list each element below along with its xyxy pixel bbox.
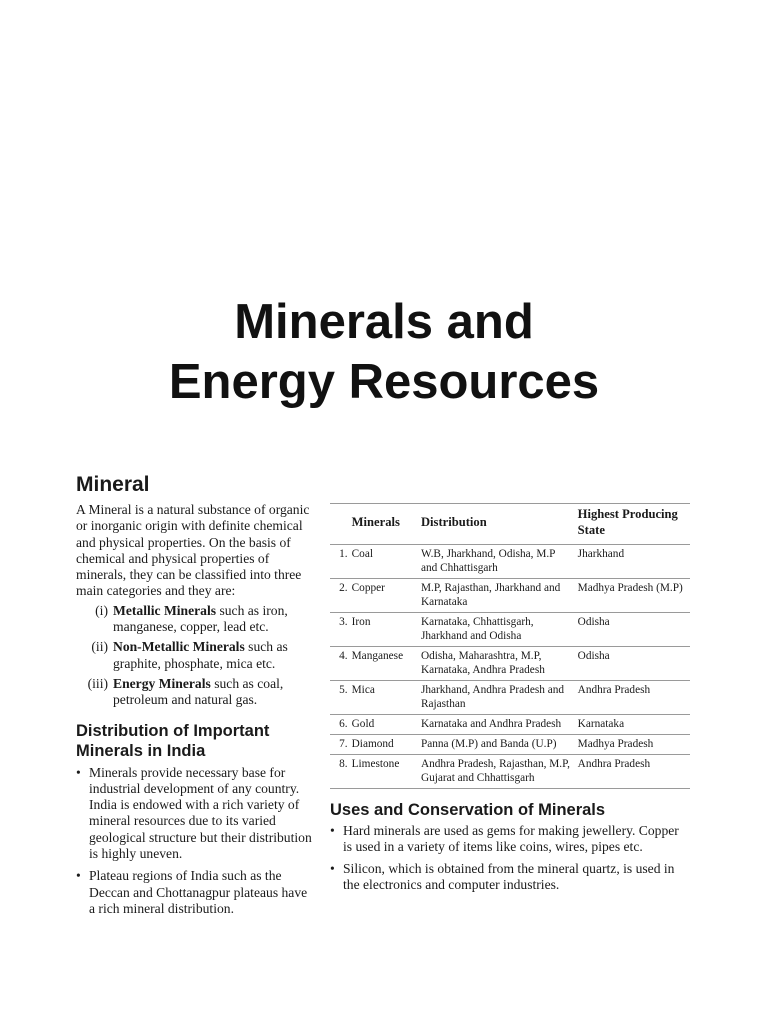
cell-mineral: Coal: [351, 548, 373, 560]
uses-heading: Uses and Conservation of Minerals: [330, 801, 606, 819]
bullet-item: [76, 765, 316, 863]
distribution-heading: Distribution of Important Minerals in India: [76, 721, 270, 760]
cell-distribution: Karnataka, Chhattisgarh, Jharkhand and Odisha: [420, 616, 534, 642]
table-row: [330, 681, 690, 715]
cell-mineral: Copper: [351, 582, 385, 594]
class-number: (iii): [87, 675, 108, 691]
class-number: (i): [95, 602, 108, 618]
page-title: [0, 292, 768, 412]
table-row: [330, 735, 690, 755]
title-line-2: Energy Resources: [168, 355, 600, 409]
bullet-text: Plateau regions of India such as the Deccan and Chottanagpur plateaus have a rich mineral distribution.: [89, 868, 308, 916]
mineral-classes-list: [76, 603, 316, 709]
bullet-text: Silicon, which is obtained from the mineral quartz, is used in the electronics and computer industries.: [343, 860, 675, 892]
class-description: such as iron, manganese, copper, lead etc.: [113, 602, 288, 635]
class-term: Metallic Minerals: [113, 602, 217, 618]
table-row: [330, 647, 690, 681]
cell-number: 1.: [339, 548, 348, 560]
cell-distribution: Karnataka and Andhra Pradesh: [420, 718, 562, 730]
header-minerals: Minerals: [351, 515, 400, 529]
uses-bullets: [330, 823, 690, 893]
mineral-class-item: [76, 603, 316, 636]
class-description: such as coal, petroleum and natural gas.: [113, 675, 284, 708]
cell-state: Jharkhand: [577, 548, 625, 560]
cell-state: Madhya Pradesh (M.P): [577, 582, 683, 594]
table-row: [330, 755, 690, 789]
cell-number: 7.: [339, 738, 348, 750]
class-number: (ii): [91, 639, 108, 655]
class-term: Non-Metallic Minerals: [113, 639, 245, 655]
bullet-icon: •: [330, 823, 335, 838]
cell-number: 4.: [339, 650, 348, 662]
table-row: [330, 579, 690, 613]
cell-mineral: Limestone: [351, 758, 400, 770]
cell-mineral: Diamond: [351, 738, 394, 750]
bullet-item: [76, 868, 316, 917]
cell-state: Andhra Pradesh: [577, 758, 651, 770]
minerals-table: [330, 503, 690, 789]
title-line-1: Minerals and: [234, 295, 534, 349]
cell-state: Odisha: [577, 650, 610, 662]
mineral-heading: Mineral: [76, 473, 150, 496]
cell-number: 2.: [339, 582, 348, 594]
cell-distribution: M.P, Rajasthan, Jharkhand and Karnataka: [420, 582, 561, 608]
bullet-icon: •: [76, 764, 81, 780]
table-header-row: [330, 504, 690, 545]
cell-distribution: Panna (M.P) and Banda (U.P): [420, 738, 557, 750]
bullet-icon: •: [76, 868, 81, 884]
class-term: Energy Minerals: [113, 675, 211, 691]
cell-distribution: Andhra Pradesh, Rajasthan, M.P, Gujarat and Chhattisgarh: [420, 758, 570, 784]
cell-distribution: W.B, Jharkhand, Odisha, M.P and Chhattisgarh: [420, 548, 556, 574]
cell-mineral: Mica: [351, 684, 375, 696]
table-row: [330, 545, 690, 579]
cell-distribution: Jharkhand, Andhra Pradesh and Rajasthan: [420, 684, 565, 710]
table-row: [330, 715, 690, 735]
cell-state: Odisha: [577, 616, 610, 628]
bullet-text: Minerals provide necessary base for industrial development of any country. India is endowed with a rich variety of mineral resources due to its varied geological structure but their distribution is highly uneven.: [89, 764, 312, 862]
table-row: [330, 613, 690, 647]
left-column: [76, 470, 316, 923]
cell-mineral: Gold: [351, 718, 375, 730]
distribution-bullets: [76, 765, 316, 918]
mineral-class-item: [76, 676, 316, 709]
cell-state: Madhya Pradesh: [577, 738, 654, 750]
cell-mineral: Iron: [351, 616, 371, 628]
right-column: [330, 503, 690, 898]
class-description: such as graphite, phosphate, mica etc.: [113, 639, 288, 671]
cell-distribution: Odisha, Maharashtra, M.P, Karnataka, Andhra Pradesh: [420, 650, 545, 676]
bullet-icon: •: [330, 860, 335, 876]
bullet-text: Hard minerals are used as gems for making jewellery. Copper is used in a variety of items like coins, wires, pipes etc.: [343, 823, 679, 855]
mineral-class-item: [76, 639, 316, 672]
cell-number: 5.: [339, 684, 348, 696]
header-distribution: Distribution: [420, 515, 487, 529]
cell-state: Karnataka: [577, 718, 625, 730]
cell-number: 6.: [339, 718, 348, 730]
bullet-item: [330, 823, 690, 856]
mineral-intro: A Mineral is a natural substance of organic or inorganic origin with definite chemical and physical properties. On the basis of chemical and physical properties of minerals, they can be classified into three main categories and they are:: [76, 502, 310, 599]
cell-number: 3.: [339, 616, 348, 628]
cell-state: Andhra Pradesh: [577, 684, 651, 696]
cell-mineral: Manganese: [351, 650, 404, 662]
header-number: [330, 504, 350, 545]
header-producing-state: Highest Producing State: [577, 507, 678, 537]
bullet-item: [330, 861, 690, 894]
cell-number: 8.: [339, 758, 348, 770]
